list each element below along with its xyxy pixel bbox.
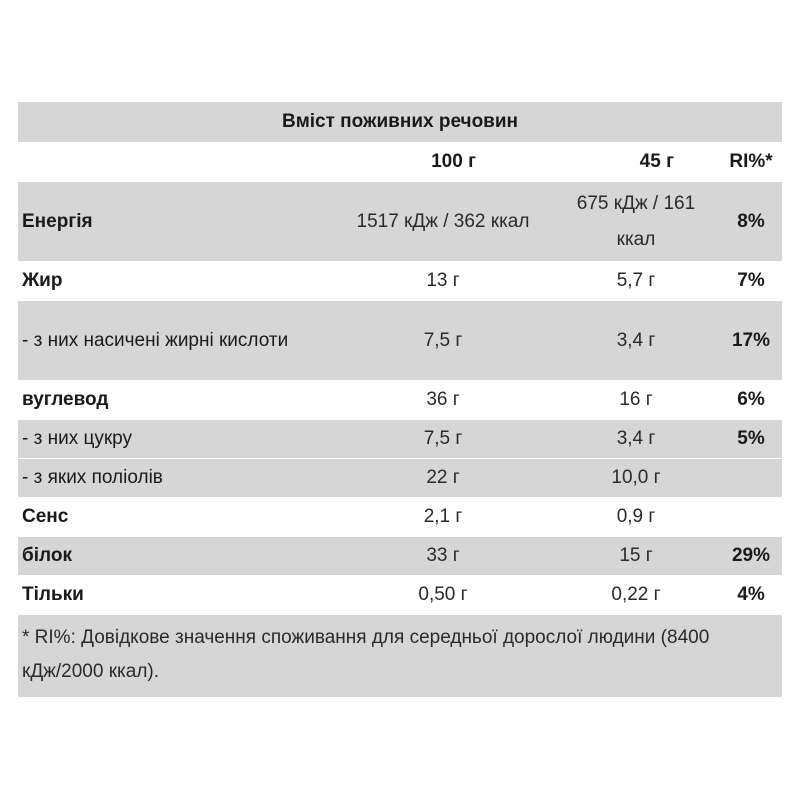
nutrition-table xyxy=(18,102,782,697)
table-row xyxy=(18,381,782,420)
nutrient-name: Тільки xyxy=(22,584,84,605)
value-per100: 13 г xyxy=(426,270,460,291)
table-row xyxy=(18,262,782,301)
value-ri: 4% xyxy=(737,584,765,605)
value-ri: 8% xyxy=(720,182,782,261)
value-per45: 5,7 г xyxy=(616,270,656,291)
value-ri: 29% xyxy=(731,545,771,566)
value-per45: 675 кДж / 161 ккал xyxy=(576,192,696,250)
value-per45: 10,0 г xyxy=(611,467,661,488)
value-per45: 3,4 г xyxy=(616,329,656,351)
nutrient-name: Жир xyxy=(22,270,63,291)
table-row xyxy=(18,459,782,498)
value-ri: 17% xyxy=(731,329,771,351)
header-row xyxy=(18,143,782,182)
header-ri: RI%* xyxy=(729,151,773,172)
value-per100: 0,50 г xyxy=(418,584,468,605)
table-title: Вміст поживних речовин xyxy=(18,102,782,142)
table-row xyxy=(18,576,782,615)
footnote: * RI%: Довідкове значення споживання для середньої дорослої людини (8400 кДж/2000 ккал). xyxy=(18,615,782,697)
value-per100: 33 г xyxy=(426,545,460,566)
table-row xyxy=(18,498,782,537)
table-row xyxy=(18,420,782,459)
value-per45: 15 г xyxy=(619,545,653,566)
value-per100: 1517 кДж / 362 ккал xyxy=(356,210,530,232)
header-per100: 100 г xyxy=(431,151,476,172)
header-per45: 45 г xyxy=(639,151,674,172)
table-row xyxy=(18,537,782,576)
nutrient-name: - з яких поліолів xyxy=(22,467,163,488)
table-body xyxy=(18,182,782,615)
value-per45: 3,4 г xyxy=(616,428,656,449)
value-per100: 22 г xyxy=(426,467,460,488)
value-ri: 6% xyxy=(737,389,765,410)
value-ri xyxy=(720,498,782,536)
value-ri: 5% xyxy=(737,428,765,449)
value-per100: 2,1 г xyxy=(423,506,463,527)
table-row xyxy=(18,301,782,381)
nutrient-name: білок xyxy=(22,545,72,566)
nutrient-name: Енергія xyxy=(22,210,93,232)
nutrient-name: Сенс xyxy=(22,506,69,527)
value-per45: 16 г xyxy=(619,389,653,410)
value-ri: 7% xyxy=(737,270,765,291)
header-name xyxy=(18,143,334,181)
nutrient-name: - з них насичені жирні кислоти xyxy=(22,329,289,351)
value-per45: 0,9 г xyxy=(616,506,656,527)
value-per100: 7,5 г xyxy=(423,329,463,351)
nutrient-name: - з них цукру xyxy=(22,428,133,449)
table-row xyxy=(18,182,782,262)
value-per100: 36 г xyxy=(426,389,460,410)
value-per100: 7,5 г xyxy=(423,428,463,449)
value-ri xyxy=(720,459,782,497)
nutrient-name: вуглевод xyxy=(22,389,109,410)
value-per45: 0,22 г xyxy=(611,584,661,605)
